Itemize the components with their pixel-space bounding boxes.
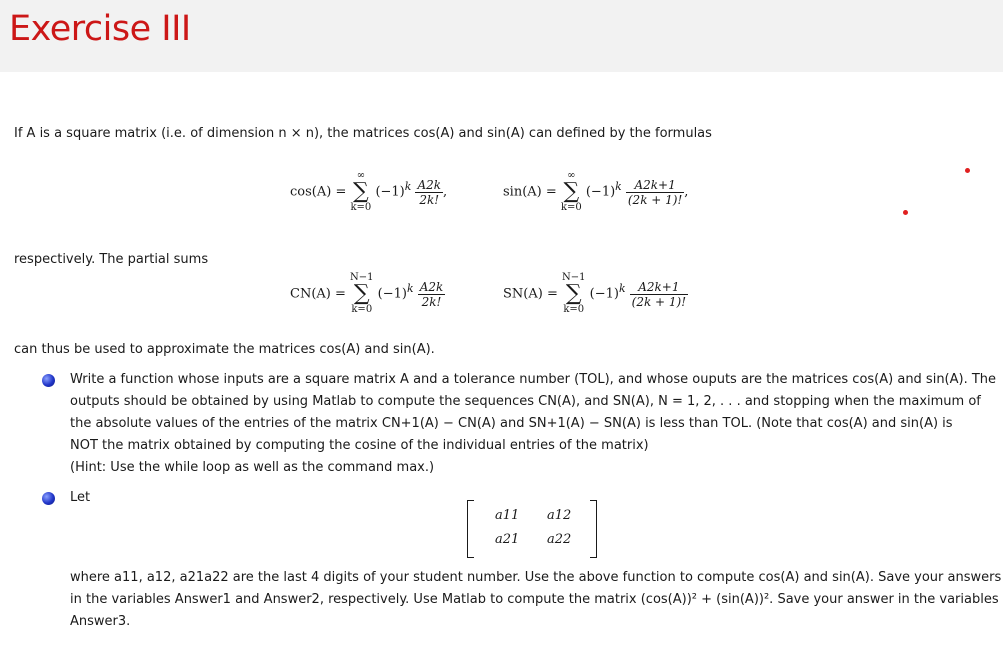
laser-dot-2 [903, 210, 908, 215]
laser-dot-1 [965, 168, 970, 173]
cn-formula [290, 272, 445, 316]
cn-denominator: 2k! [421, 294, 442, 309]
sum-operator: N−1 ∑ k=0 [561, 272, 586, 315]
bullet2-line2: in the variables Answer1 and Answer2, respectively. Use Matlab to compute the matrix (cos(A))² + (sin(A))². Save your answer in the variables [70, 592, 999, 607]
left-bracket [467, 500, 474, 558]
cn-fraction [418, 280, 446, 309]
sin-formula: sin(A) = ∞ ∑ k=0 $(-1)^k$ $\frac{A2k+1}{(2k + 1)!}$ , [503, 170, 689, 213]
bullet1-line1: Write a function whose inputs are a square matrix A and a tolerance number (TOL), and whose ouputs are the matrices cos(A) and sin(A). The [70, 372, 997, 387]
sin-numerator: A2k+1 [626, 178, 684, 193]
sum-upper: ∞ [567, 170, 576, 181]
cn-numerator: A2k [419, 279, 444, 294]
sign-term: (−1) [589, 286, 619, 302]
bullet1-line2: outputs should be obtained by using Matlab to compute the sequences CN(A), and SN(A), N = 1, 2, . . . and stopping when the maximum of [70, 394, 981, 409]
sin-lhs: sin(A) = [503, 184, 557, 200]
slide-title: Exercise III [9, 9, 191, 49]
bullet2-line1: where a11, a12, a21a22 are the last 4 digits of your student number. Use the above function to compute cos(A) and sin(A). Save your answers [70, 570, 1002, 585]
sum-upper: ∞ [356, 170, 366, 181]
cos-fraction [415, 178, 443, 207]
intro-text: If A is a square matrix (i.e. of dimension n × n), the matrices cos(A) and sin(A) can defined by the formulas [14, 126, 712, 141]
bullet-icon [42, 492, 55, 505]
matrix-entry-a22: a22 [547, 532, 572, 547]
bullet1-hint: (Hint: Use the while loop as well as the command max.) [70, 460, 435, 475]
sign-exponent: k [618, 282, 626, 296]
approx-text: can thus be used to approximate the matrices cos(A) and sin(A). [14, 342, 435, 357]
sum-upper: N−1 [350, 272, 374, 283]
bullet1-line4: NOT the matrix obtained by computing the cosine of the individual entries of the matrix) [70, 438, 649, 453]
sn-formula [503, 272, 688, 316]
cos-formula: cos(A) = ∞ ∑ k=0 $(-1)^k$ $\frac{A2k}{2k!}$ , [290, 170, 448, 213]
sn-numerator: A2k+1 [630, 280, 688, 295]
matrix-entry-a11: a11 [495, 508, 520, 523]
sn-denominator: (2k + 1)! [631, 294, 687, 309]
sum-operator: N−1 ∑ k=0 [350, 272, 374, 315]
sum-lower: k=0 [351, 304, 373, 315]
cos-denominator: 2k! [419, 192, 440, 207]
slide-header [0, 0, 1003, 72]
bullet1-line3: the absolute values of the entries of the matrix CN+1(A) − CN(A) and SN+1(A) − SN(A) is less than TOL. (Note that cos(A) and sin(A) is [70, 416, 953, 431]
bullet-icon [42, 374, 55, 387]
sign-term: (−1) [377, 286, 407, 302]
matrix-entry-a12: a12 [547, 508, 572, 523]
sign-term: (−1) [375, 184, 405, 200]
cos-numerator: A2k [417, 177, 442, 192]
sn-fraction [630, 280, 688, 309]
sum-operator: ∞ ∑ k=0 [560, 170, 582, 213]
sn-lhs: SN(A) = [503, 286, 558, 302]
sign-exponent: k [406, 282, 414, 296]
cos-lhs: cos(A) = [290, 184, 347, 200]
respectively-text: respectively. The partial sums [14, 252, 209, 267]
sum-lower: k=0 [350, 202, 372, 213]
matrix-a [467, 500, 597, 556]
sin-fraction [626, 178, 684, 207]
sum-operator: ∞ ∑ k=0 [350, 170, 372, 213]
sin-denominator: (2k + 1)! [627, 192, 683, 207]
sum-lower: k=0 [563, 304, 585, 315]
sum-upper: N−1 [561, 272, 586, 283]
sign-term: (−1) [585, 184, 616, 200]
sign-exponent: k [615, 180, 622, 194]
sum-lower: k=0 [560, 202, 582, 213]
cn-lhs: CN(A) = [290, 286, 346, 302]
right-bracket [590, 500, 597, 558]
bullet2-line3: Answer3. [70, 614, 131, 629]
matrix-entry-a21: a21 [495, 532, 520, 547]
sign-exponent: k [404, 180, 412, 194]
bullet2-label: Let [70, 490, 91, 505]
